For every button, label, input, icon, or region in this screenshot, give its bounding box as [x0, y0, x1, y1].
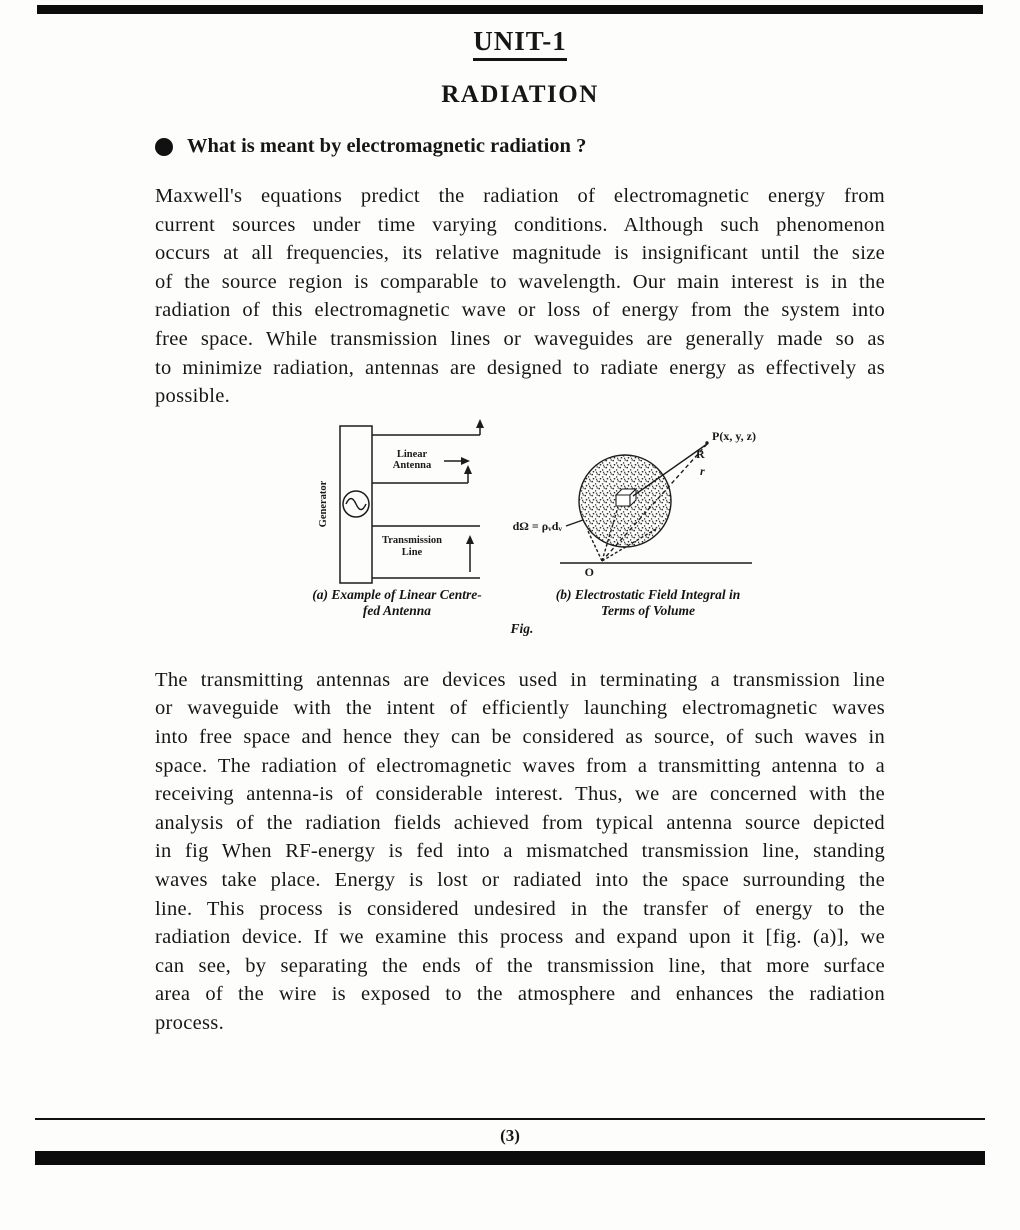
paragraph-1: Maxwell's equations predict the radiation of electromagnetic energy from current sources under time varying conditions. Although such phenomenon occurs at all frequencies, its relative magnitude is insignificant until the size of the source region is comparable to wavelength. Our main interest is in the radiation of this electromagnetic wave or loss of energy from the system into free space. While transmission lines or waveguides are generally made so as to minimize radiation, antennas are designed to radiate energy as effectively as possible.	[155, 185, 885, 408]
label-generator: Generator	[318, 480, 329, 528]
figure-diagram	[150, 417, 890, 637]
caption-a-line2: fed Antenna	[362, 602, 432, 618]
bottom-rule-bar	[35, 1151, 985, 1165]
chapter-title: RADIATION	[441, 81, 599, 108]
paragraph-2: The transmitting antennas are devices used in terminating a transmission line or waveguide with the intent of efficiently launching electromagnetic waves into free space and hence they can be considered as source, of such waves in space. The radiation of electromagnetic waves from a transmitting antenna to a receiving antenna-is of considerable interest. Thus, we are concerned with the analysis of the radiation fields achieved from typical antenna source depicted in fig When RF-energy is fed into a mismatched transmission line, standing waves take place. Energy is lost or radiated into the space surrounding the line. This process is considered undesired in the transfer of energy to the radiation device. If we examine this process and expand upon it [fig. (a)], we can see, by separating the ends of the transmission line, that more surface area of the wire is exposed to the atmosphere and enhances the radiation process.	[155, 668, 885, 1034]
label-d-omega: dΩ = ρᵥdᵥ	[512, 518, 562, 533]
label-linear: Linear	[396, 448, 428, 460]
bullet-icon	[155, 138, 173, 156]
label-big-r: R	[696, 446, 705, 461]
title-wrap	[155, 26, 885, 61]
caption-b-line1: (b) Electrostatic Field Integral in	[555, 586, 741, 602]
diagram-b-volume-integral	[560, 441, 752, 563]
page-number: (3)	[500, 1126, 520, 1145]
volume-element-cube	[616, 489, 636, 506]
question-text: What is meant by electromagnetic radiation ?	[187, 135, 587, 157]
label-transmission: Transmission	[382, 534, 442, 546]
document-page	[155, 20, 885, 1037]
top-rule-bar	[37, 5, 983, 14]
figure-caption: Fig.	[510, 620, 534, 636]
label-small-r: r	[700, 463, 705, 478]
label-point-p: P(x, y, z)	[712, 428, 756, 443]
label-antenna: Antenna	[392, 459, 432, 471]
caption-a-line1: (a) Example of Linear Centre-	[312, 586, 482, 602]
caption-b-line2: Terms of Volume	[600, 602, 696, 618]
diagram-a-linear-antenna	[340, 419, 484, 583]
figure	[150, 417, 885, 642]
label-origin: O	[584, 564, 594, 579]
unit-title: UNIT-1	[473, 26, 567, 61]
label-line: Line	[401, 546, 423, 558]
footer-rule	[35, 1118, 985, 1120]
question-line	[155, 135, 885, 158]
